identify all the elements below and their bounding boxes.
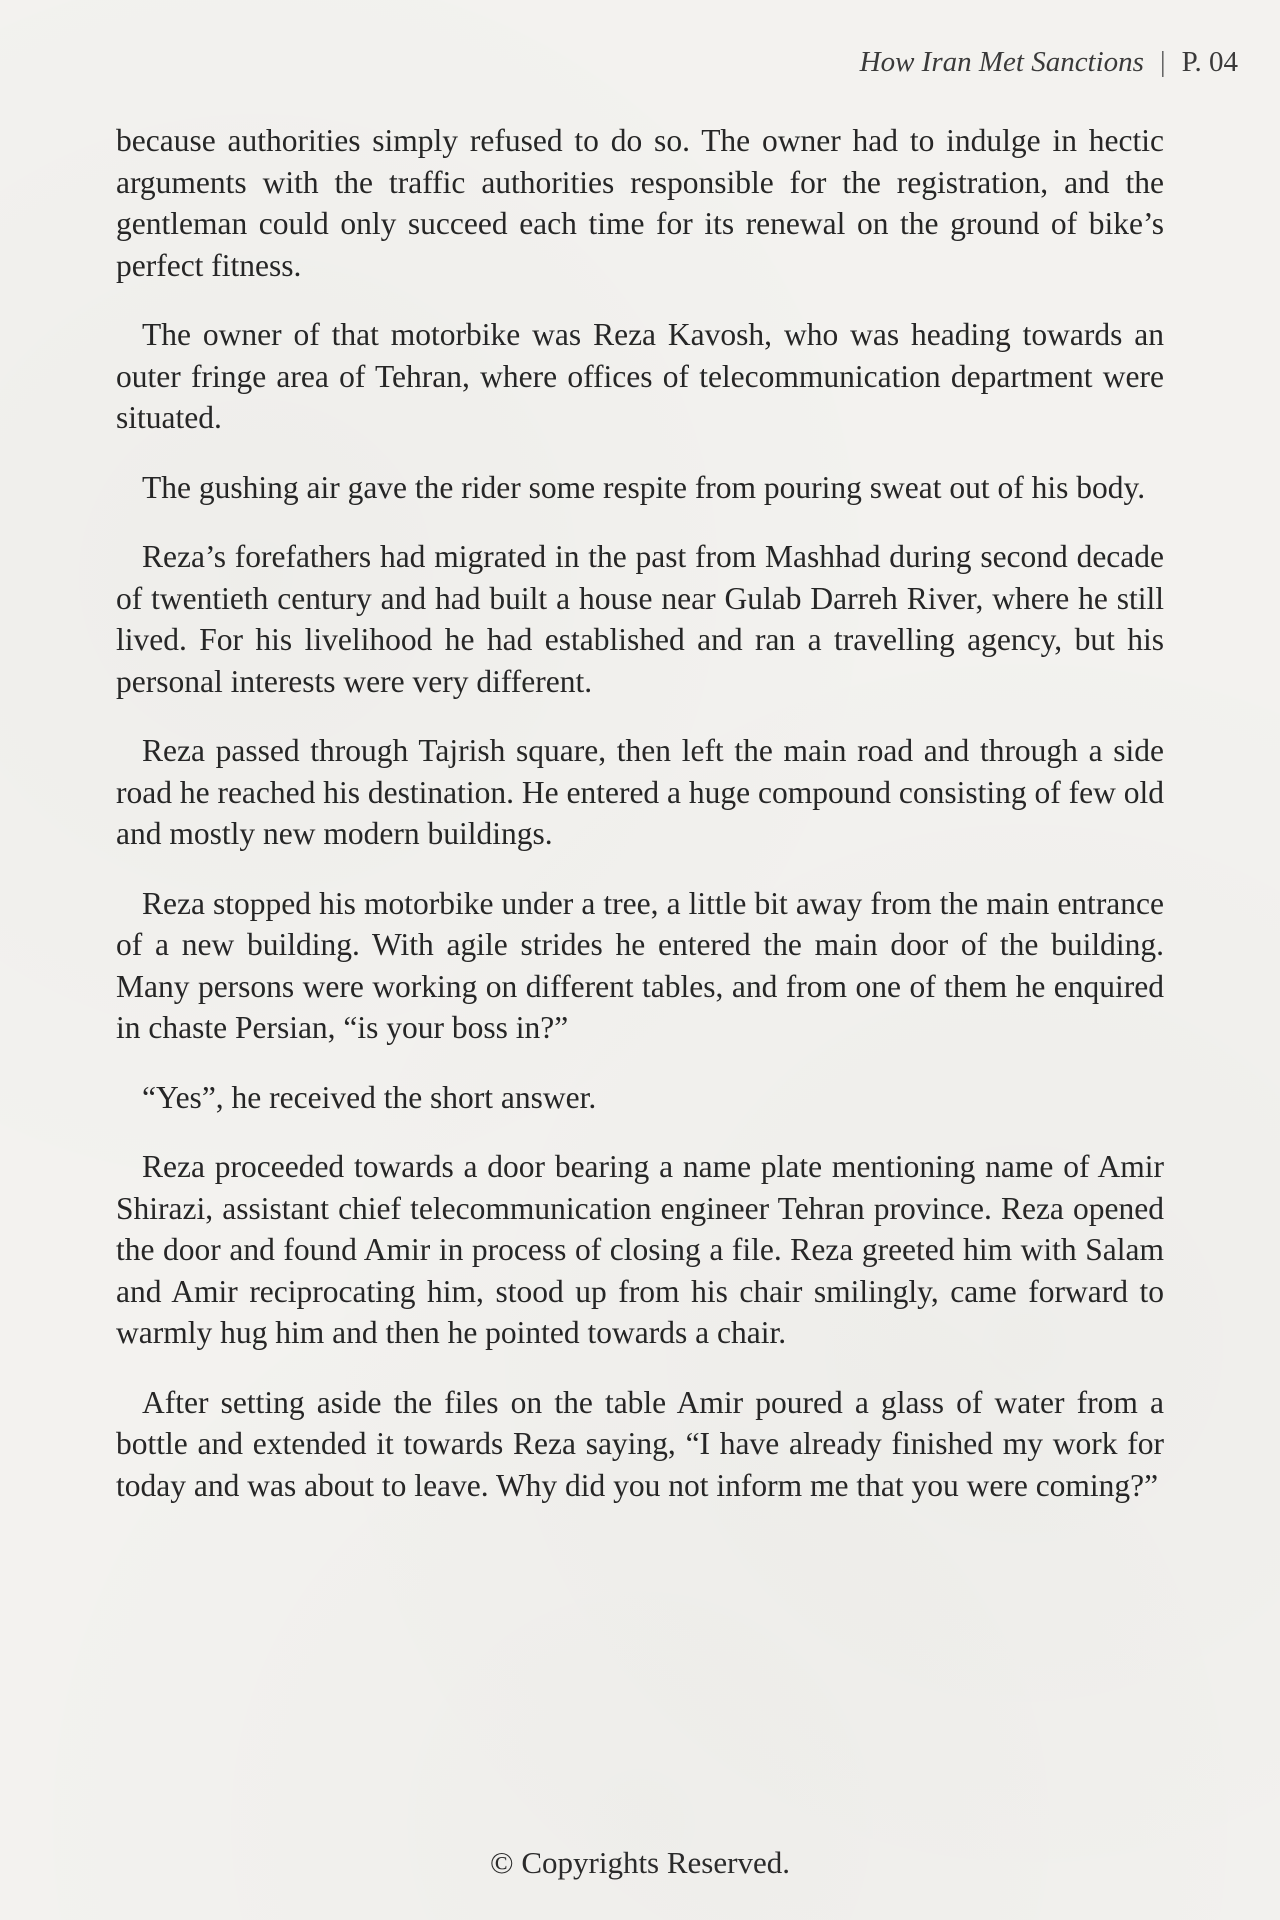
running-header [860, 46, 1238, 79]
paragraph: Reza proceeded towards a door bearing a name plate mentioning name of Amir Shirazi, assistant chief telecommunication engineer Tehran province. Reza opened the door and found Amir in process of closing a file. Reza greeted him with Salam and Amir reciprocating him, stood up from his chair smilingly, came forward to warmly hug him and then he pointed towards a chair. [116, 1149, 1164, 1350]
page-number: P. 04 [1181, 46, 1238, 78]
paragraph: The owner of that motorbike was Reza Kavosh, who was heading towards an outer fringe area of Tehran, where offices of telecommunication department were situated. [116, 317, 1164, 435]
copyright-footer: © Copyrights Reserved. [490, 1845, 790, 1880]
paragraph: After setting aside the files on the table Amir poured a glass of water from a bottle and extended it towards Reza saying, “I have already finished my work for today and was about to leave. Why did you not inform me that you were coming?” [116, 1384, 1164, 1503]
book-title: How Iran Met Sanctions [859, 46, 1144, 78]
paragraph: “Yes”, he received the short answer. [142, 1079, 597, 1115]
body-text [116, 120, 1164, 1534]
header-separator: | [1159, 46, 1166, 78]
paragraph: Reza’s forefathers had migrated in the past from Mashhad during second decade of twentieth century and had built a house near Gulab Darreh River, where he still lived. For his livelihood he had established and ran a travelling agency, but his personal interests were very different. [116, 539, 1164, 699]
paragraph-continued: because authorities simply refused to do so. The owner had to indulge in hectic arguments with the traffic authorities responsible for the registration, and the gentleman could only succeed each time for its renewal on the ground of bike’s perfect fitness. [116, 123, 1164, 283]
paragraph: Reza passed through Tajrish square, then left the main road and through a side road he reached his destination. He entered a huge compound consisting of few old and mostly new modern buildings. [116, 733, 1164, 851]
paragraph: Reza stopped his motorbike under a tree, a little bit away from the main entrance of a new building. With agile strides he entered the main door of the building. Many persons were working on different tables, and from one of them he enquired in chaste Persian, “is your boss in?” [116, 885, 1164, 1045]
paragraph: The gushing air gave the rider some respite from pouring sweat out of his body. [142, 469, 1146, 505]
